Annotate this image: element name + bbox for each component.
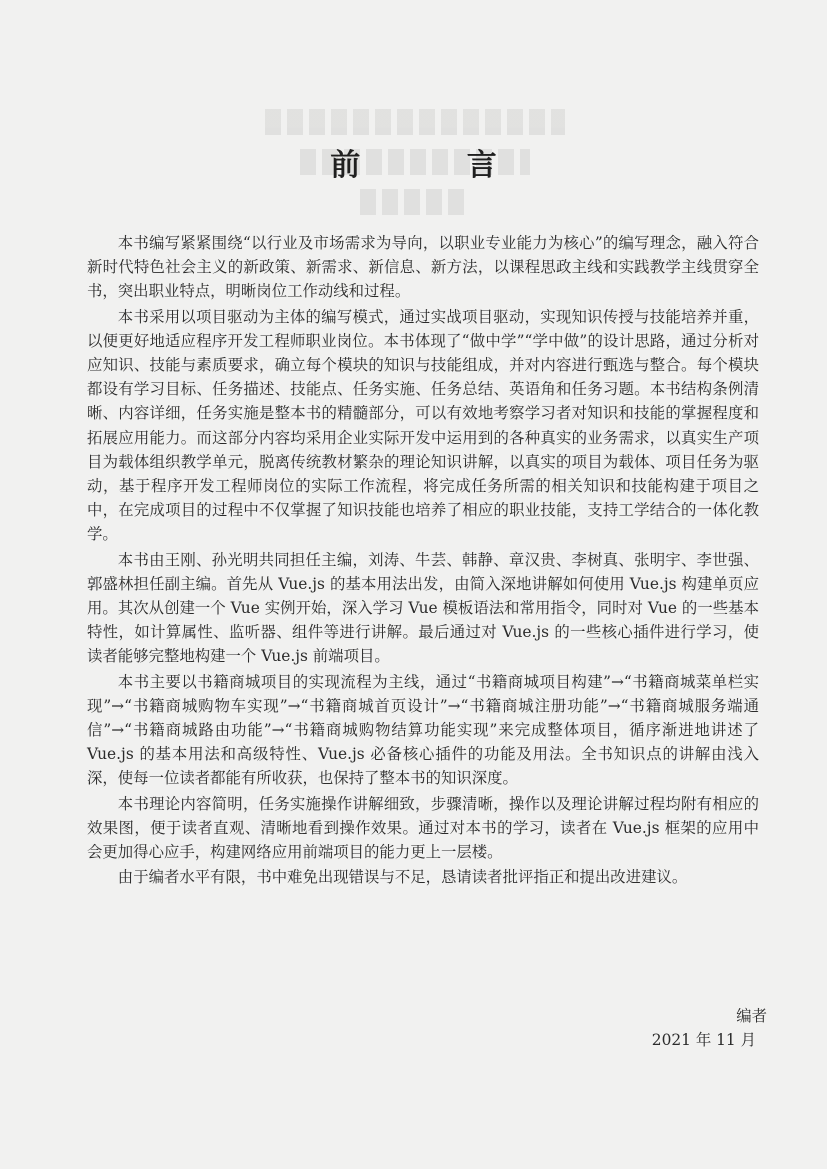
paragraph: 本书理论内容简明，任务实施操作讲解细致，步骤清晰，操作以及理论讲解过程均附有相应的效果图，便于读者直观、清晰地看到操作效果。通过对本书的学习，读者在 Vue.js 框架的应用中会更加得心应手，构建网络应用前端项目的能力更上一层楼。	[87, 794, 759, 862]
paragraph: 本书主要以书籍商城项目的实现流程为主线，通过“书籍商城项目构建”→“书籍商城菜单栏实现”→“书籍商城购物车实现”→“书籍商城首页设计”→“书籍商城注册功能”→“书籍商城服务端通信”→“书籍商城路由功能”→“书籍商城购物结算功能实现”来完成整体项目，循序渐进地讲述了 Vue.js 的基本用法和高级特性、Vue.js 必备核心插件的功能及用法。全书知识点的讲解由浅入深，使每一位读者都能有所收获，也保持了整本书的知识深度。	[87, 672, 759, 788]
signature-date: 2021 年 11 月	[651, 1031, 756, 1049]
paragraph: 本书由王刚、孙光明共同担任主编，刘涛、牛芸、韩静、章汉贵、李树真、张明宇、李世强、郭盛林担任副主编。首先从 Vue.js 的基本用法出发，由简入深地讲解如何使用 Vue.js 构建单页应用。其次从创建一个 Vue 实例开始，深入学习 Vue 模板语法和常用指令，同时对 Vue 的一些基本特性，如计算属性、监听器、组件等进行讲解。最后通过对 Vue.js 的一些核心插件进行学习，使读者能够完整地构建一个 Vue.js 前端项目。	[87, 550, 759, 666]
signature-author: 编者	[736, 1007, 767, 1025]
preface-body	[87, 231, 759, 890]
paragraph: 本书采用以项目驱动为主体的编写模式，通过实战项目驱动，实现知识传授与技能培养并重，以便更好地适应程序开发工程师职业岗位。本书体现了“做中学”“学中做”的设计思路，通过分析对应知识、技能与素质要求，确立每个模块的知识与技能组成，并对内容进行甄选与整合。每个模块都设有学习目标、任务描述、技能点、任务实施、任务总结、英语角和任务习题。本书结构条例清晰、内容详细，任务实施是整本书的精髓部分，可以有效地考察学习者对知识和技能的掌握程度和拓展应用能力。而这部分内容均采用企业实际开发中运用到的各种真实的业务需求，以真实生产项目为载体组织教学单元，脱离传统教材繁杂的理论知识讲解，以真实的项目为载体、项目任务为驱动，基于程序开发工程师岗位的实际工作流程，将完成任务所需的相关知识和技能构建于项目之中，在完成项目的过程中不仅掌握了知识技能也培养了相应的职业技能，支持工学结合的一体化教学。	[87, 307, 759, 544]
paragraph: 由于编者水平有限，书中难免出现错误与不足，恳请读者批评指正和提出改进建议。	[117, 868, 688, 887]
page-title: 前 言	[330, 148, 545, 183]
paragraph: 本书编写紧紧围绕“以行业及市场需求为导向，以职业专业能力为核心”的编写理念，融入符合新时代特色社会主义的新政策、新需求、新信息、新方法，以课程思政主线和实践教学主线贯穿全书，突出职业特点，明晰岗位工作动线和过程。	[87, 234, 759, 301]
